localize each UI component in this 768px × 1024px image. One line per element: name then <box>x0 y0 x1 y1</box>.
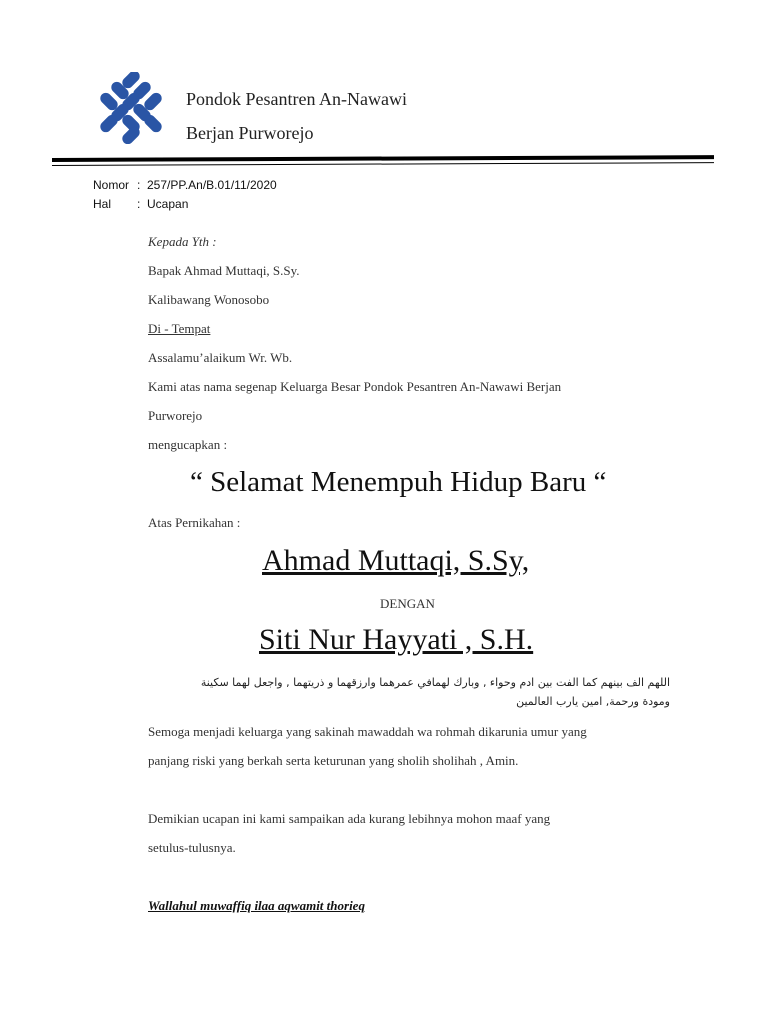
header-rule-thick <box>52 155 714 162</box>
wish-line-1: Semoga menjadi keluarga yang sakinah mawaddah wa rohmah dikarunia umur yang <box>148 724 587 739</box>
nomor-label: Nomor <box>93 178 130 192</box>
closing-line-2: setulus-tulusnya. <box>148 840 236 855</box>
bride-name: Siti Nur Hayyati , S.H. <box>259 623 534 656</box>
recipient-address: Kalibawang Wonosobo <box>148 292 270 307</box>
hal-separator: : <box>137 197 141 211</box>
groom-name: Ahmad Muttaqi, S.Sy, <box>262 544 530 577</box>
organization-location: Berjan Purworejo <box>186 123 314 143</box>
arabic-prayer-line-2: ومودة ورحمة, امين يارب العالمين <box>516 695 670 708</box>
nomor-separator: : <box>137 178 141 192</box>
hal-label: Hal <box>93 197 112 211</box>
intro-line-2: Purworejo <box>148 408 203 423</box>
pesantren-logo-icon <box>92 72 170 144</box>
recipient-name: Bapak Ahmad Muttaqi, S.Sy. <box>148 263 300 278</box>
salam: Assalamu’alaikum Wr. Wb. <box>148 350 293 365</box>
atas-pernikahan: Atas Pernikahan : <box>148 515 241 530</box>
greeting-title: “ Selamat Menempuh Hidup Baru “ <box>190 466 607 498</box>
closing-phrase: Wallahul muwaffiq ilaa aqwamit thorieq <box>148 898 365 913</box>
dengan-label: DENGAN <box>380 596 435 611</box>
hal-value: Ucapan <box>147 197 189 211</box>
nomor-value: 257/PP.An/B.01/11/2020 <box>147 178 277 192</box>
closing-line-1: Demikian ucapan ini kami sampaikan ada kurang lebihnya mohon maaf yang <box>148 811 551 826</box>
header-rule-thin <box>52 162 714 166</box>
organization-name: Pondok Pesantren An-Nawawi <box>186 89 407 109</box>
intro-line-1: Kami atas nama segenap Keluarga Besar Pondok Pesantren An-Nawawi Berjan <box>148 379 562 394</box>
kepada-line: Kepada Yth : <box>148 234 217 249</box>
arabic-prayer-line-1: اللهم الف بينهم كما الفت بين ادم وحواء , وبارك لهمافي عمرهما وارزقهما و ذريتهما , واجعل لهما سكينة <box>200 676 670 689</box>
di-tempat: Di - Tempat <box>148 321 211 336</box>
intro-line-3: mengucapkan : <box>148 437 228 452</box>
wish-line-2: panjang riski yang berkah serta keturunan yang sholih sholihah , Amin. <box>148 753 519 768</box>
